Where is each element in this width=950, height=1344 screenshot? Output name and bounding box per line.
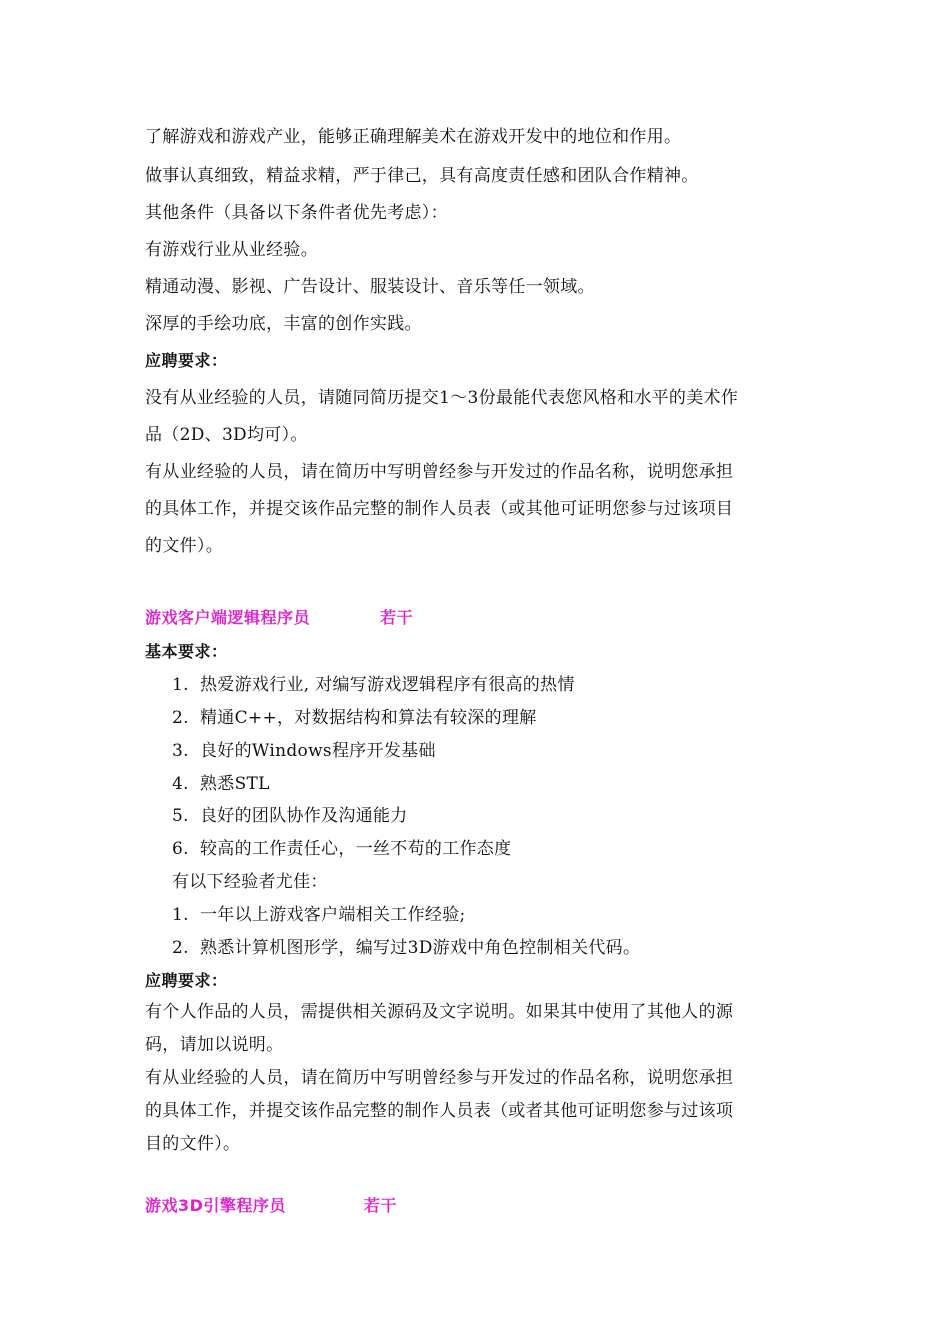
client-apply-line-3: 有从业经验的人员，请在简历中写明曾经参与开发过的作品名称，说明您承担 [145, 1068, 734, 1088]
client-basic-item-6: 6. 较高的工作责任心，一丝不苟的工作态度 [172, 839, 512, 859]
client-basic-item-2: 2. 精通C++，对数据结构和算法有较深的理解 [172, 708, 537, 728]
client-count: 若干 [380, 608, 414, 627]
art-apply-line-4: 的具体工作，并提交该作品完整的制作人员表（或其他可证明您参与过该项目 [145, 499, 734, 519]
art-line-4: 有游戏行业从业经验。 [145, 240, 318, 260]
art-apply-line-5: 的文件）。 [145, 536, 223, 556]
client-basic-item-4: 4. 熟悉STL [172, 774, 270, 794]
client-basic-item-3: 3. 良好的Windows程序开发基础 [172, 741, 436, 761]
art-line-2: 做事认真细致，精益求精，严于律己，具有高度责任感和团队合作精神。 [145, 166, 699, 186]
art-apply-line-1: 没有从业经验的人员，请随同简历提交1～3份最能代表您风格和水平的美术作 [145, 388, 739, 408]
client-apply-line-1: 有个人作品的人员，需提供相关源码及文字说明。如果其中使用了其他人的源 [145, 1002, 734, 1022]
client-bonus-item-2: 2. 熟悉计算机图形学，编写过3D游戏中角色控制相关代码。 [172, 938, 641, 958]
art-line-1: 了解游戏和游戏产业，能够正确理解美术在游戏开发中的地位和作用。 [145, 127, 682, 147]
art-line-6: 深厚的手绘功底，丰富的创作实践。 [145, 314, 422, 334]
engine-title: 游戏3D引擎程序员 [145, 1196, 286, 1215]
client-basic-item-1: 1. 热爱游戏行业, 对编写游戏逻辑程序有很高的热情 [172, 675, 575, 695]
art-line-5: 精通动漫、影视、广告设计、服装设计、音乐等任一领域。 [145, 277, 595, 297]
client-basic-label: 基本要求： [145, 642, 228, 661]
client-apply-line-2: 码，请加以说明。 [145, 1035, 284, 1055]
client-bonus-item-1: 1. 一年以上游戏客户端相关工作经验; [172, 905, 466, 925]
engine-count: 若干 [363, 1196, 397, 1215]
client-title: 游戏客户端逻辑程序员 [145, 608, 311, 627]
art-line-3: 其他条件（具备以下条件者优先考虑）： [145, 203, 448, 223]
client-bonus-label: 有以下经验者尤佳： [172, 872, 328, 892]
client-apply-label: 应聘要求： [145, 971, 228, 990]
client-apply-line-5: 目的文件）。 [145, 1134, 241, 1154]
engine-heading [145, 1194, 825, 1218]
client-basic-item-5: 5. 良好的团队协作及沟通能力 [172, 806, 408, 826]
art-apply-line-2: 品（2D、3D均可）。 [145, 425, 308, 445]
client-apply-line-4: 的具体工作，并提交该作品完整的制作人员表（或者其他可证明您参与过该项 [145, 1101, 734, 1121]
art-apply-label: 应聘要求： [145, 351, 228, 370]
client-heading [145, 606, 825, 630]
art-apply-line-3: 有从业经验的人员，请在简历中写明曾经参与开发过的作品名称，说明您承担 [145, 462, 734, 482]
